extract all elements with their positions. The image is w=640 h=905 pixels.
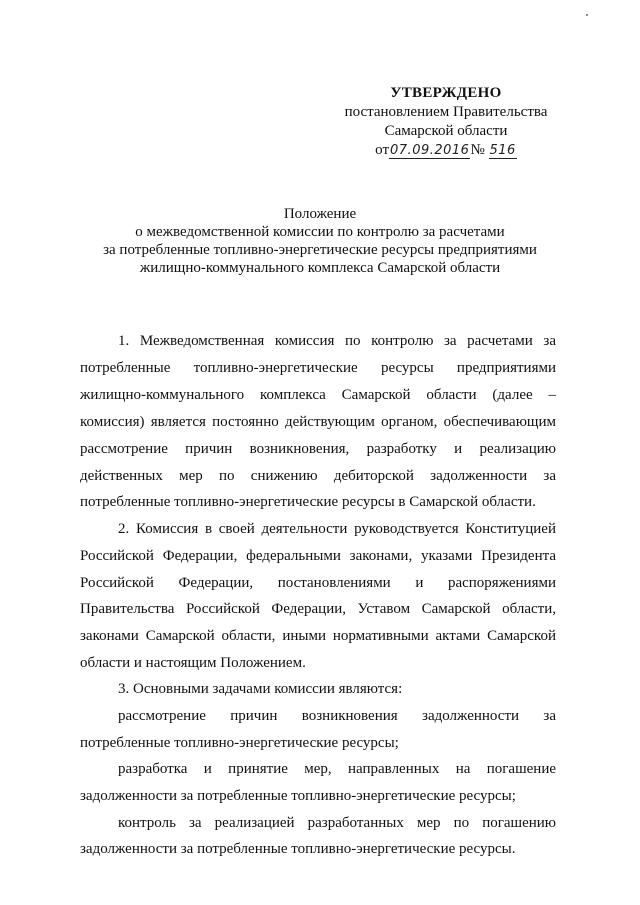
body-line: 1. Межведомственная комиссия по контролю за расчетами за (118, 333, 556, 349)
handwritten-date: 07.09.2016 (390, 143, 470, 158)
body-line: 3. Основными задачами комиссии являются: (118, 681, 403, 697)
body-line: области и настоящим Положением. (80, 655, 306, 671)
body-line: комиссия) является постоянно действующим органом, обеспечивающим (80, 414, 556, 430)
body-line: законами Самарской области, иными нормативными актами Самарской (80, 628, 556, 644)
body-line: задолженности за потребленные топливно-энергетические ресурсы. (80, 841, 516, 857)
approval-date-line (330, 141, 562, 160)
handwritten-number: 516 (489, 143, 516, 158)
approval-line-1: постановлением Правительства (344, 104, 548, 120)
body-line: жилищно-коммунального комплекса Самарской области (далее – (80, 387, 556, 403)
heading-title: Положение (283, 206, 357, 222)
body-line: потребленные топливно-энергетические ресурсы в Самарской области. (80, 494, 536, 510)
document-heading (60, 205, 580, 277)
body-line: потребленные топливно-энергетические ресурсы; (80, 735, 399, 751)
body-line: Российской Федерации, постановлениями и распоряжениями (80, 575, 556, 591)
approval-stamp (330, 84, 562, 160)
number-prefix: № (470, 142, 485, 158)
heading-line: жилищно-коммунального комплекса Самарской области (139, 260, 501, 276)
body-line: рассмотрение причин возникновения, разработку и реализацию (80, 441, 556, 457)
approval-line-2: Самарской области (384, 123, 508, 139)
heading-line: за потребленные топливно-энергетические ресурсы предприятиями (103, 242, 537, 258)
body-line: задолженности за потребленные топливно-энергетические ресурсы; (80, 788, 516, 804)
body-line: потребленные топливно-энергетические ресурсы предприятиями (80, 360, 556, 376)
heading-line: о межведомственной комиссии по контролю за расчетами (135, 224, 505, 240)
body-line: разработка и принятие мер, направленных на погашение (118, 761, 556, 777)
body-line: Российской Федерации, федеральными законами, указами Президента (80, 548, 556, 564)
body-line: рассмотрение причин возникновения задолженности за (118, 708, 556, 724)
body-line: 2. Комиссия в своей деятельности руководствуется Конституцией (118, 521, 556, 537)
approval-title: УТВЕРЖДЕНО (390, 85, 502, 101)
scan-speck (586, 14, 588, 16)
body-line: контроль за реализацией разработанных мер по погашению (118, 815, 556, 831)
body-line: действенных мер по снижению дебиторской задолженности за (80, 468, 556, 484)
date-prefix: от (375, 142, 390, 158)
body-line: Правительства Российской Федерации, Уставом Самарской области, (80, 601, 556, 617)
